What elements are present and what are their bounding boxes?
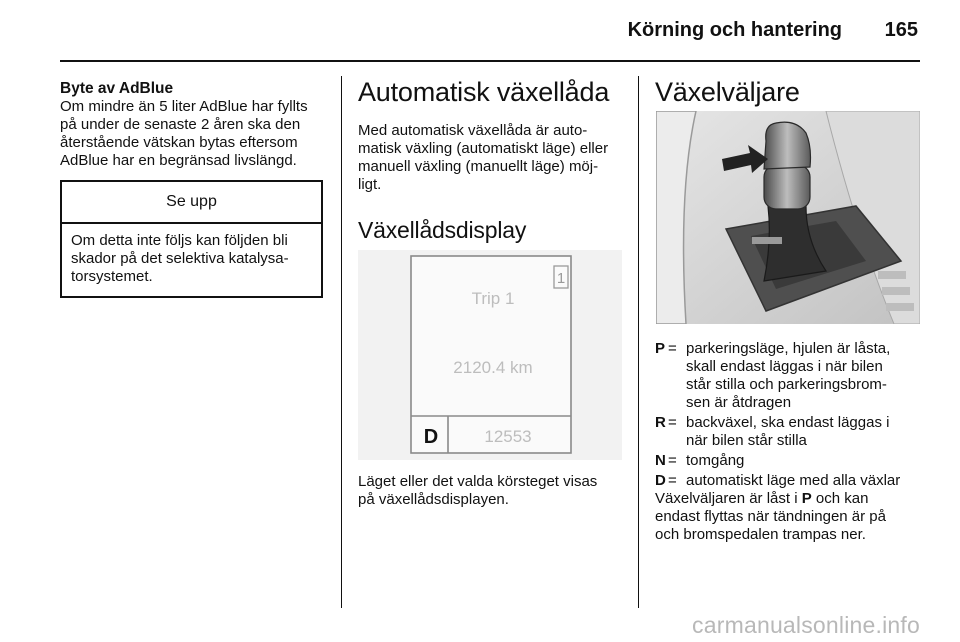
gear-description: parkeringsläge, hjulen är låsta, skall endast läggas i när bilen står stilla och parkeringsbrom- sen är åtdragen	[686, 340, 891, 411]
gear-position-d: D = automatiskt läge med alla växlar	[655, 472, 921, 490]
gear-indicator: D	[423, 426, 439, 448]
selector-lever-heading: Växelväljare	[655, 77, 800, 107]
gear-position-list	[655, 340, 921, 492]
page-indicator: 1	[556, 270, 566, 287]
gear-description: backväxel, ska endast läggas i när bilen står stilla	[686, 414, 890, 449]
caution-body: Om detta inte följs kan följden bli skador på det selektiva katalysa- torsystemet.	[71, 232, 289, 285]
gear-key: R	[655, 414, 666, 431]
gear-knob	[764, 165, 810, 209]
display-caption: Läget eller det valda körsteget visas på växellådsdisplayen.	[358, 473, 598, 508]
gear-key: N	[655, 452, 666, 469]
watermark: carmanualsonline.info	[692, 612, 920, 638]
adblue-paragraph: Om mindre än 5 liter AdBlue har fyllts på under de senaste 2 åren ska den återstående vätskan bytas eftersom AdBlue har en begränsad livslängd.	[60, 98, 308, 169]
odometer: 12553	[484, 427, 532, 446]
column-adblue	[60, 76, 323, 298]
caution-box	[60, 180, 323, 298]
selector-locked-paragraph	[655, 490, 921, 544]
selector-lever-figure	[656, 111, 920, 324]
caution-title: Se upp	[62, 182, 321, 224]
gear-description: automatiskt läge med alla växlar	[686, 472, 901, 489]
column-automatic-transmission	[358, 76, 622, 244]
transmission-display-heading: Växellådsdisplay	[358, 217, 527, 243]
automatic-transmission-heading: Automatisk växellåda	[358, 77, 610, 107]
adblue-heading: Byte av AdBlue	[60, 80, 174, 97]
gear-description: tomgång	[686, 452, 745, 469]
trip-label: Trip 1	[471, 289, 515, 308]
gear-position-n: N = tomgång	[655, 452, 921, 470]
locked-text-before: Växelväljaren är låst i	[655, 490, 802, 507]
locked-key: P	[801, 490, 812, 507]
column-divider-right	[638, 76, 639, 608]
gear-key: D	[655, 472, 666, 489]
gear-position-p: P = parkeringsläge, hjulen är låsta, skall endast läggas i när bilen står stilla och parkeringsbrom- sen är åtdragen	[655, 340, 921, 412]
transmission-display-illustration	[358, 250, 622, 460]
running-header-title: Körning och hantering	[627, 19, 842, 41]
locked-text-after: och kan endast flyttas när tändningen är på och bromspedalen trampas ner.	[655, 490, 886, 543]
gear-position-r: R = backväxel, ska endast läggas i när bilen står stilla	[655, 414, 921, 450]
page-number: 165	[884, 19, 918, 41]
selector-lever-illustration	[656, 111, 920, 324]
automatic-transmission-intro: Med automatisk växellåda är auto- matisk växling (automatiskt läge) eller manuell växling (manuellt läge) möj- ligt.	[358, 122, 609, 193]
header-rule	[60, 60, 920, 62]
trip-distance: 2120.4 km	[453, 358, 533, 377]
column-divider-left	[341, 76, 342, 608]
display-frame	[411, 256, 571, 453]
gear-key: P	[655, 340, 666, 357]
transmission-display-figure	[358, 250, 622, 460]
